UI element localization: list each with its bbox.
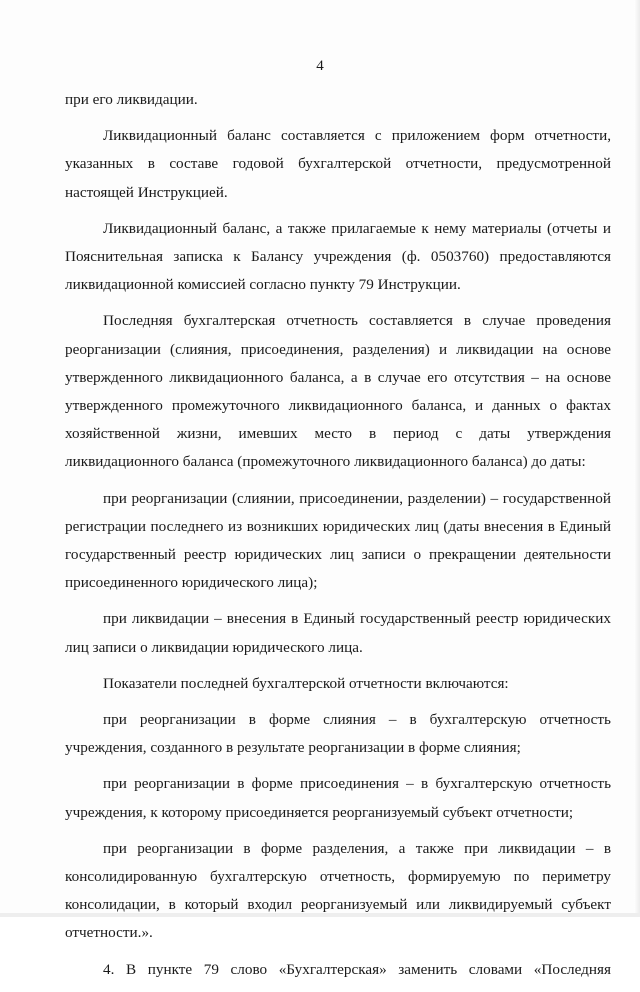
paragraph: Показатели последней бухгалтерской отчетности включаются: <box>103 674 509 692</box>
paragraph: при реорганизации в форме присоединения – в бухгалтерскую отчетность учреждения, к которому присоединяется реорганизуемый субъект отчетности; <box>65 775 611 821</box>
paragraph: Ликвидационный баланс, а также прилагаемые к нему материалы (отчеты и Пояснительная записка к Балансу учреждения (ф. 0503760) предоставляются ликвидационной комиссией согласно пункту 79 Инструкции. <box>65 219 611 294</box>
paragraph: Последняя бухгалтерская отчетность составляется в случае проведения реорганизации (слияния, присоединения, разделения) и ликвидации на основе утвержденного ликвидационного баланса, а в случае его отсутствия – на основе утвержденного промежуточного ликвидационного баланса, и данных о фактах хозяйственной жизни, имевших место в период с даты утверждения ликвидационного баланса (промежуточного ликвидационного баланса) до даты: <box>65 312 611 471</box>
paragraph: при реорганизации (слиянии, присоединении, разделении) – государственной регистрации последнего из возникших юридических лиц (даты внесения в Единый государственный реестр юридических лиц записи о прекращении деятельности присоединенного юридического лица); <box>65 489 611 592</box>
paragraph: 4. В пункте 79 слово «Бухгалтерская» заменить словами «Последняя <box>103 960 611 978</box>
paragraph: при его ликвидации. <box>65 91 198 108</box>
document-body <box>65 86 611 992</box>
scan-edge-shadow <box>634 0 640 917</box>
paragraph: Ликвидационный баланс составляется с приложением форм отчетности, указанных в составе годовой бухгалтерской отчетности, предусмотренной настоящей Инструкцией. <box>65 127 611 201</box>
scan-bottom-edge <box>0 913 640 917</box>
page-number: 4 <box>316 58 324 74</box>
paragraph: при реорганизации в форме слияния – в бухгалтерскую отчетность учреждения, созданного в результате реорганизации в форме слияния; <box>65 711 611 757</box>
paragraph: при ликвидации – внесения в Единый государственный реестр юридических лиц записи о ликвидации юридического лица. <box>65 610 611 656</box>
paragraph: при реорганизации в форме разделения, а также при ликвидации – в консолидированную бухгалтерскую отчетность, формируемую по периметру консолидации, в который входил реорганизуемый или ликвидируемый субъект отчетности.». <box>65 839 611 942</box>
